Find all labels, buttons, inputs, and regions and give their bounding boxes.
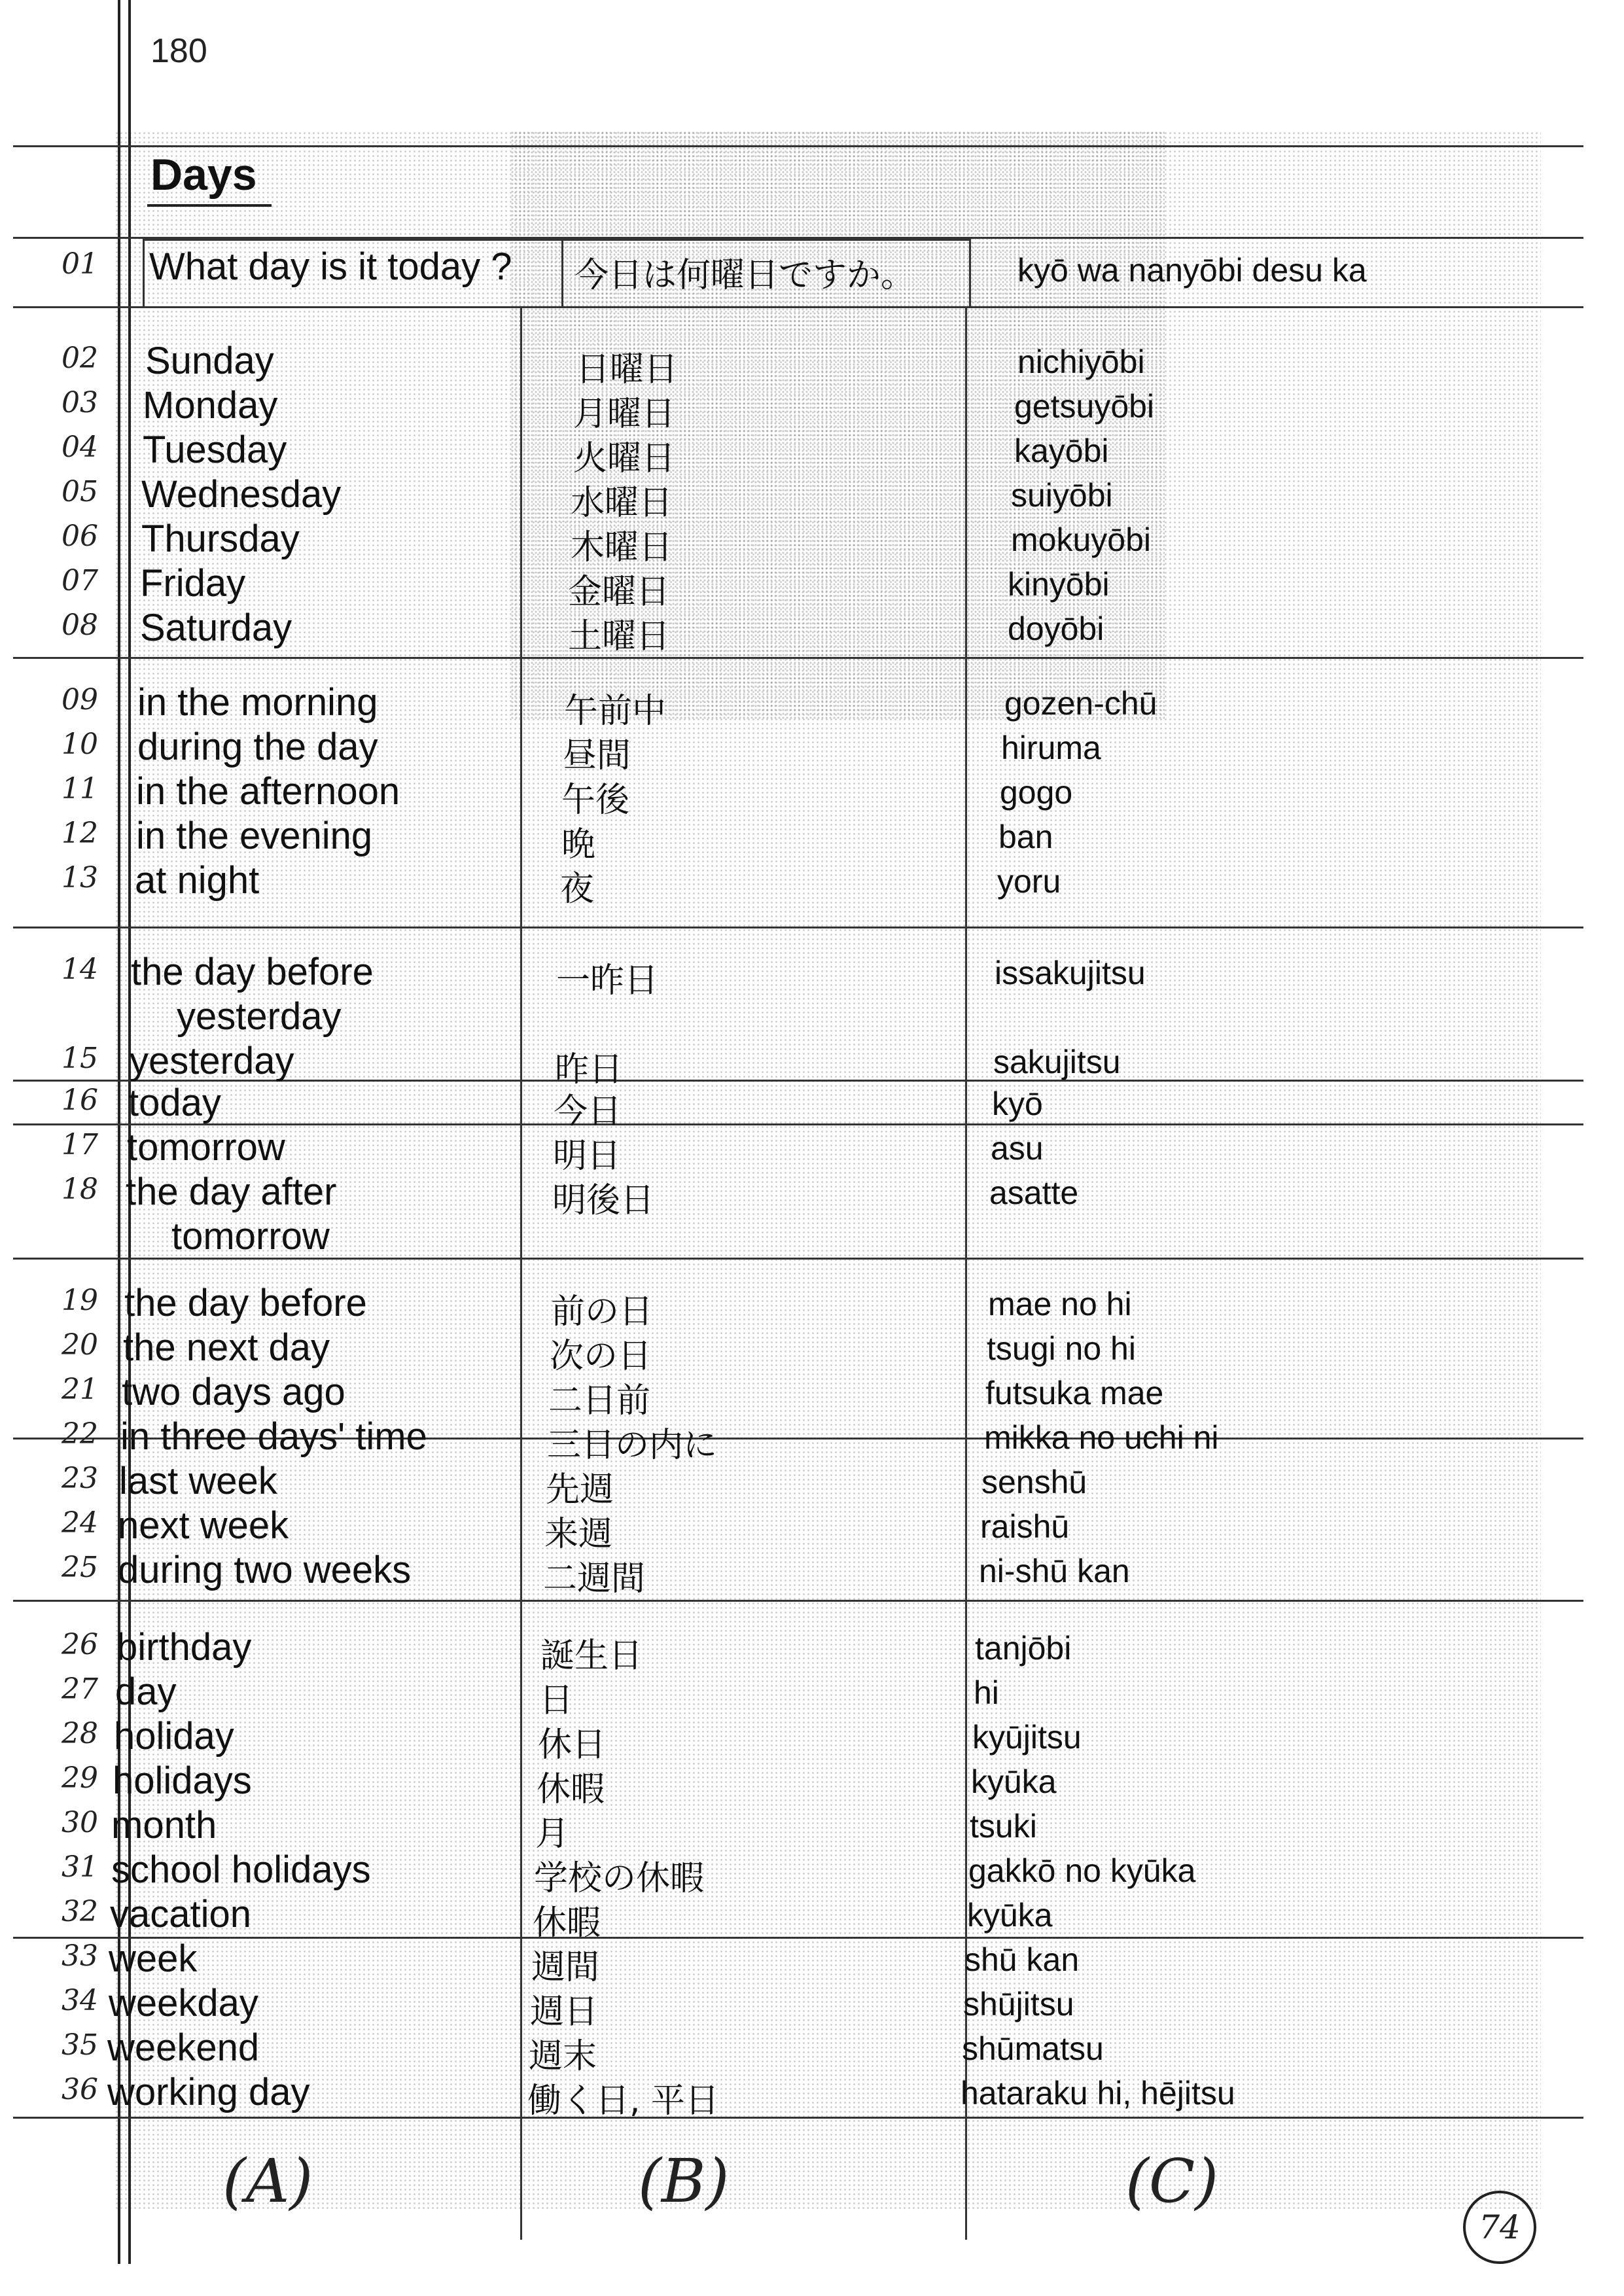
english-term: in the morning	[137, 681, 378, 724]
row-number: 31	[62, 1850, 98, 1884]
table-row	[0, 339, 1624, 389]
english-term: weekday	[109, 1982, 258, 2024]
english-term: weekend	[107, 2026, 260, 2069]
row-number: 32	[62, 1895, 98, 1928]
english-term: next week	[118, 1504, 289, 1547]
table-row	[0, 1981, 1624, 2032]
english-term: Tuesday	[143, 429, 287, 471]
row-number: 15	[62, 1042, 98, 1075]
japanese-term: 昨日	[555, 1050, 624, 1089]
row-number: 07	[62, 564, 98, 597]
romaji-term: kinyōbi	[1008, 566, 1110, 603]
group-rule	[13, 1600, 1583, 1602]
romaji-term: mokuyōbi	[1011, 521, 1151, 558]
english-term: week	[109, 1937, 198, 1980]
table-row	[0, 1937, 1624, 1987]
romaji-term: gogo	[1000, 774, 1073, 811]
table-row	[0, 1504, 1624, 1554]
japanese-term: 来週	[544, 1515, 613, 1554]
question-bottom-rule	[13, 306, 1583, 308]
table-row	[0, 561, 1624, 612]
english-term: during the day	[137, 726, 378, 768]
english-term: month	[111, 1804, 217, 1846]
japanese-term: 休日	[538, 1725, 607, 1765]
english-term: in the evening	[136, 815, 373, 857]
english-term: holidays	[113, 1759, 252, 1802]
romaji-term: asu	[991, 1130, 1044, 1167]
table-row	[0, 2070, 1624, 2121]
row-number: 18	[62, 1173, 98, 1206]
english-term: at night	[135, 859, 260, 902]
english-term: birthday	[116, 1626, 252, 1669]
row-number: 03	[62, 386, 98, 419]
romaji-term: gozen-chū	[1004, 685, 1157, 722]
japanese-term: 火曜日	[573, 439, 676, 478]
table-row	[0, 1039, 1624, 1089]
japanese-term: 誕生日	[540, 1636, 643, 1676]
romaji-term: doyōbi	[1008, 610, 1104, 647]
romaji-term: mae no hi	[988, 1286, 1132, 1322]
japanese-term: 木曜日	[571, 528, 673, 567]
table-bottom-rule	[13, 2117, 1583, 2119]
row-number: 16	[62, 1084, 98, 1117]
english-term: today	[128, 1082, 221, 1124]
romaji-term: sakujitsu	[993, 1044, 1121, 1080]
japanese-term: 月	[535, 1814, 570, 1854]
japanese-term: 明日	[553, 1137, 622, 1176]
column-mark-c: (C)	[1125, 2146, 1219, 2216]
row-number: 25	[62, 1551, 98, 1584]
table-row	[0, 725, 1624, 775]
page-mark-circle: 74	[1463, 2191, 1536, 2264]
table-row	[0, 1848, 1624, 1898]
table-row	[0, 2026, 1624, 2076]
romaji-term: hi	[974, 1674, 999, 1711]
japanese-term: 前の日	[551, 1292, 654, 1332]
japanese-term: 週日	[530, 1992, 599, 2032]
table-row	[0, 858, 1624, 909]
romaji-term: ni-shū kan	[979, 1553, 1130, 1589]
japanese-term: 三日の内に	[547, 1426, 718, 1465]
english-term: Friday	[140, 562, 246, 605]
romaji-term: issakujitsu	[995, 955, 1146, 991]
column-mark-b: (B)	[638, 2146, 730, 2216]
question-english: What day is it today ?	[149, 245, 512, 288]
table-row	[0, 1459, 1624, 1510]
table-row	[0, 680, 1624, 731]
romaji-term: kayōbi	[1014, 433, 1109, 469]
romaji-term: kyūka	[971, 1763, 1057, 1800]
english-term: the next day	[123, 1326, 330, 1369]
english-term: Monday	[143, 384, 278, 427]
column-mark-a: (A)	[222, 2146, 313, 2216]
table-row	[0, 428, 1624, 478]
english-term: the day before	[124, 1282, 367, 1324]
romaji-term: shū kan	[964, 1941, 1080, 1978]
row-number: 17	[62, 1128, 98, 1161]
row-number: 36	[62, 2073, 98, 2106]
japanese-term: 日曜日	[576, 350, 679, 389]
romaji-term: kyūjitsu	[972, 1719, 1082, 1756]
japanese-term: 二週間	[543, 1559, 646, 1598]
japanese-term: 明後日	[552, 1181, 655, 1220]
english-term: last week	[119, 1460, 277, 1502]
japanese-term: 晩	[561, 825, 596, 864]
english-term: in three days' time	[120, 1415, 427, 1458]
table-row	[0, 383, 1624, 434]
japanese-term: 次の日	[550, 1337, 652, 1376]
row-number: 24	[62, 1506, 98, 1540]
table-row	[0, 769, 1624, 820]
english-term: school holidays	[111, 1848, 371, 1891]
japanese-term: 先週	[546, 1470, 614, 1510]
english-term: vacation	[110, 1893, 252, 1935]
row-number: 12	[62, 817, 98, 850]
table-row	[0, 1281, 1624, 1332]
table-row	[0, 1415, 1624, 1465]
group-rule	[13, 927, 1583, 928]
row-number: 13	[62, 861, 98, 894]
romaji-term: kyō	[992, 1086, 1043, 1122]
romaji-term: kyūka	[967, 1897, 1053, 1934]
english-term: tomorrow	[127, 1126, 285, 1169]
table-row	[0, 1548, 1624, 1598]
table-row	[0, 1625, 1624, 1676]
romaji-term: hiruma	[1001, 730, 1101, 766]
english-term: two days ago	[122, 1371, 345, 1413]
romaji-term: gakkō no kyūka	[968, 1852, 1196, 1889]
row-number: 29	[62, 1761, 98, 1795]
table-row	[0, 1170, 1624, 1258]
japanese-term: 昼間	[563, 736, 631, 775]
row-number: 02	[62, 342, 98, 375]
row-number: 09	[62, 683, 98, 716]
table-row	[0, 472, 1624, 523]
romaji-term: mikka no uchi ni	[984, 1419, 1219, 1456]
japanese-term: 休暇	[537, 1770, 605, 1809]
page-number: 180	[150, 32, 207, 70]
row-number: 22	[62, 1417, 98, 1451]
english-term: Sunday	[145, 340, 274, 382]
english-term-continuation: tomorrow	[171, 1215, 330, 1258]
row-number: 28	[62, 1717, 98, 1750]
row-number: 20	[62, 1328, 98, 1362]
table-row	[0, 1081, 1624, 1131]
row-number: 06	[62, 520, 98, 553]
row-number: 26	[62, 1628, 98, 1661]
japanese-term: 日	[539, 1681, 574, 1720]
table-row	[0, 517, 1624, 567]
romaji-term: raishū	[980, 1508, 1070, 1545]
romaji-term: futsuka mae	[985, 1375, 1164, 1411]
row-number: 27	[62, 1672, 98, 1706]
table-row	[0, 1714, 1624, 1765]
romaji-term: suiyōbi	[1011, 477, 1113, 514]
question-romaji: kyō wa nanyōbi desu ka	[1017, 252, 1367, 289]
english-term: Thursday	[141, 518, 300, 560]
row-number: 19	[62, 1284, 98, 1317]
table-row	[0, 1326, 1624, 1376]
japanese-term: 水曜日	[571, 484, 673, 523]
japanese-term: 午後	[561, 781, 630, 820]
japanese-term: 週間	[531, 1948, 600, 1987]
table-row	[0, 1125, 1624, 1176]
romaji-term: ban	[998, 819, 1053, 855]
romaji-term: hataraku hi, hējitsu	[961, 2075, 1235, 2111]
title-underline	[147, 204, 272, 207]
japanese-term: 二日前	[548, 1381, 651, 1421]
japanese-term: 学校の休暇	[534, 1859, 705, 1898]
japanese-term: 今日	[554, 1092, 622, 1131]
japanese-term: 土曜日	[568, 617, 671, 656]
english-term: in the afternoon	[136, 770, 400, 813]
group-rule	[13, 657, 1583, 659]
row-number: 11	[62, 772, 98, 805]
japanese-term: 午前中	[564, 692, 667, 731]
table-row	[0, 1670, 1624, 1720]
english-term: holiday	[114, 1715, 234, 1757]
row-number: 05	[62, 475, 98, 508]
japanese-term: 働く日, 平日	[527, 2081, 720, 2121]
question-japanese: 今日は何曜日ですか。	[574, 256, 915, 295]
row-number: 10	[62, 728, 98, 761]
table-row	[0, 1803, 1624, 1854]
romaji-term: shūmatsu	[962, 2030, 1104, 2067]
table-row	[0, 814, 1624, 864]
table-row	[0, 606, 1624, 656]
japanese-term: 休暇	[533, 1903, 601, 1943]
romaji-term: shūjitsu	[963, 1986, 1074, 2022]
romaji-term: nichiyōbi	[1017, 344, 1145, 380]
row-number: 35	[62, 2028, 98, 2062]
table-row	[0, 1370, 1624, 1421]
romaji-term: tsugi no hi	[987, 1330, 1136, 1367]
japanese-term: 夜	[560, 870, 595, 909]
english-term: during two weeks	[118, 1549, 412, 1591]
japanese-term: 一昨日	[556, 961, 659, 1000]
japanese-term: 月曜日	[573, 395, 676, 434]
row-number: 30	[62, 1806, 98, 1839]
english-term: yesterday	[130, 1040, 294, 1082]
row-number: 34	[62, 1984, 98, 2017]
english-term: the day after	[126, 1171, 337, 1213]
romaji-term: yoru	[997, 863, 1061, 900]
english-term-continuation: yesterday	[177, 995, 342, 1038]
table-row	[0, 1892, 1624, 1943]
english-term: Wednesday	[141, 473, 342, 516]
romaji-term: getsuyōbi	[1014, 388, 1155, 425]
english-term: day	[115, 1670, 177, 1713]
row-number: 14	[62, 953, 98, 986]
japanese-term: 週末	[529, 2037, 597, 2076]
japanese-term: 金曜日	[568, 573, 671, 612]
romaji-term: tanjōbi	[975, 1630, 1072, 1667]
row-number: 21	[62, 1373, 98, 1406]
english-term: Saturday	[140, 607, 292, 649]
question-number: 01	[62, 247, 98, 281]
romaji-term: senshū	[981, 1464, 1087, 1500]
question-divider	[561, 239, 563, 308]
english-term: the day before	[131, 951, 374, 993]
title-rule	[13, 145, 1583, 147]
row-number: 08	[62, 609, 98, 642]
english-term: working day	[107, 2071, 310, 2113]
table-row	[0, 950, 1624, 1038]
romaji-term: tsuki	[970, 1808, 1037, 1845]
row-number: 04	[62, 431, 98, 464]
row-number: 33	[62, 1939, 98, 1973]
row-number: 23	[62, 1462, 98, 1495]
section-title: Days	[150, 150, 257, 200]
table-row	[0, 1759, 1624, 1809]
romaji-term: asatte	[989, 1174, 1079, 1211]
